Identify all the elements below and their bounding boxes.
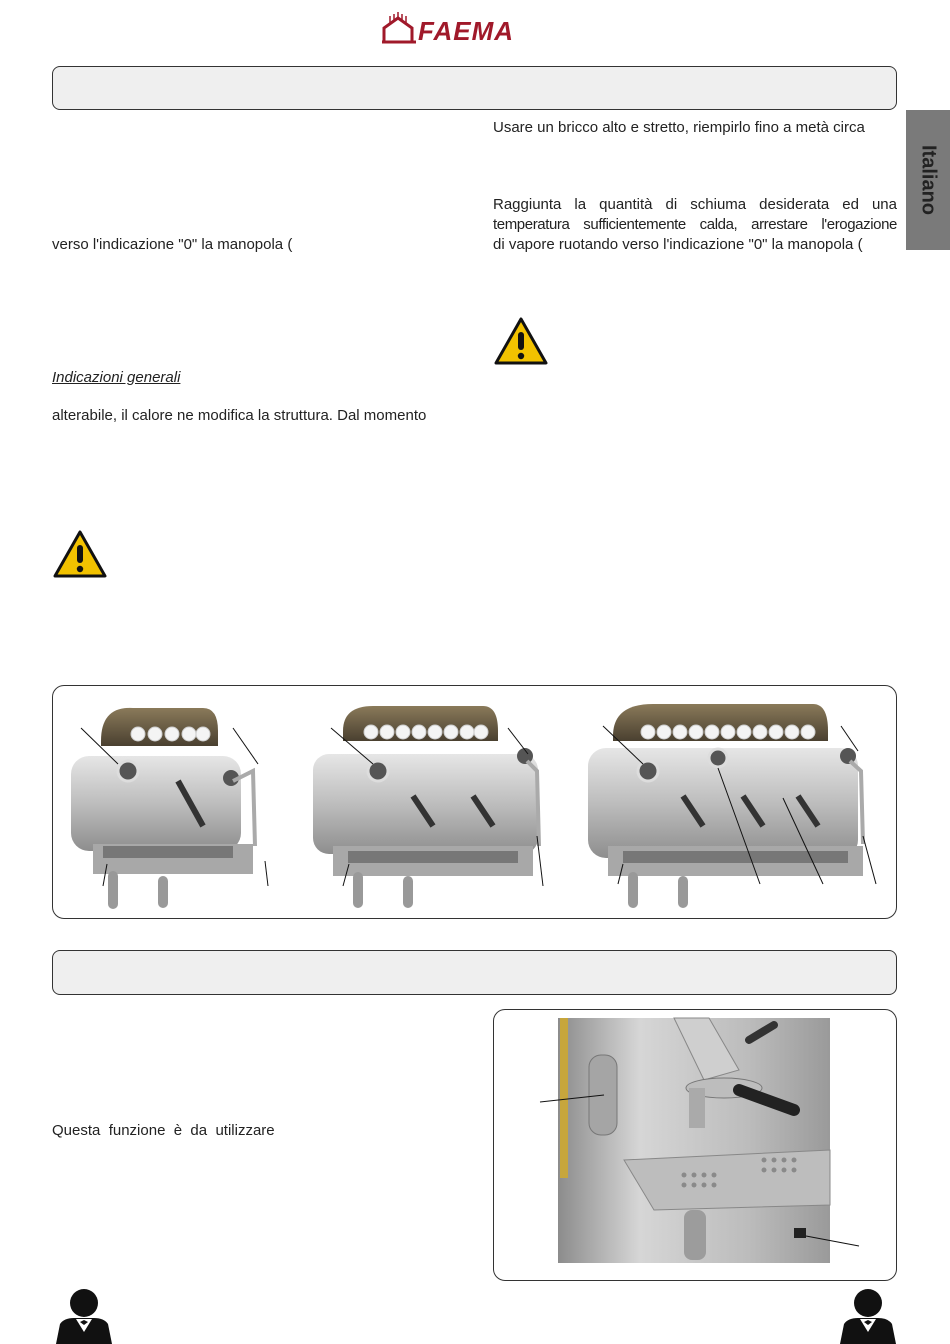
right-para-line3: di vapore ruotando verso l'indicazione "0" la manopola ( bbox=[493, 236, 863, 253]
warning-icon bbox=[493, 316, 549, 366]
language-tab bbox=[906, 110, 950, 250]
right-text-line1: Usare un bricco alto e stretto, riempirlo fino a metà circa bbox=[493, 119, 865, 136]
right-para-line1: Raggiunta la quantità di schiuma desiderata ed una bbox=[493, 196, 897, 213]
machines-figure bbox=[53, 686, 896, 918]
left-text-line1: verso l'indicazione "0" la manopola ( bbox=[52, 236, 293, 253]
right-para-line2: temperatura sufficientemente calda, arrestare l'erogazione bbox=[493, 216, 897, 233]
machine-three-group bbox=[588, 704, 876, 908]
left-text-line2: alterabile, il calore ne modifica la struttura. Dal momento bbox=[52, 407, 427, 424]
language-tab-label: Italiano bbox=[917, 144, 940, 216]
closeup-figure-frame bbox=[493, 1009, 897, 1281]
barista-icon bbox=[52, 1288, 116, 1344]
faema-crown-icon bbox=[380, 12, 416, 46]
barista-icon bbox=[836, 1288, 900, 1344]
warning-icon bbox=[52, 529, 108, 579]
general-indications-heading: Indicazioni generali bbox=[52, 369, 181, 386]
brand-name: FAEMA bbox=[418, 16, 514, 46]
function-text: Questa funzione è da utilizzare bbox=[52, 1122, 275, 1139]
section-header-box-1 bbox=[52, 66, 897, 110]
closeup-figure bbox=[494, 1010, 896, 1280]
machine-two-group bbox=[313, 706, 543, 908]
section-header-box-2 bbox=[52, 950, 897, 995]
machine-one-group bbox=[71, 708, 268, 909]
faema-logo bbox=[380, 12, 570, 48]
machines-figure-frame bbox=[52, 685, 897, 919]
